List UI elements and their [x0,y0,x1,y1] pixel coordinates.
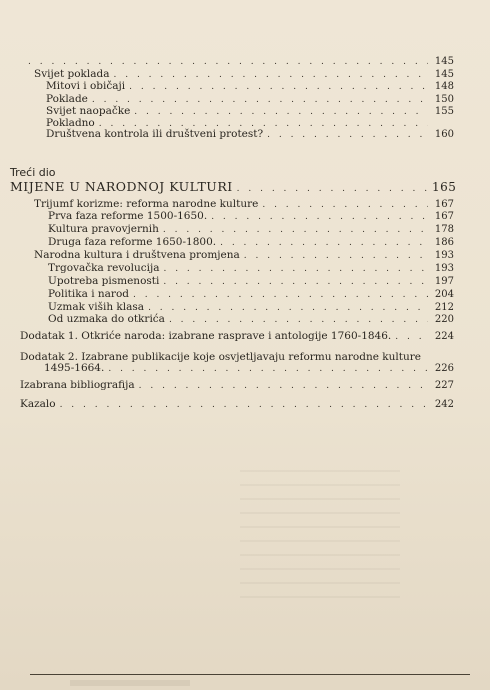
leader-dots [108,363,428,375]
leader-dots [267,129,428,141]
page-number: 167 [434,211,454,222]
leader-dots [237,183,428,195]
toc-line [46,80,454,93]
page-number: 160 [434,129,454,140]
toc-line [24,56,454,68]
toc-entry: Poklade [46,93,88,105]
toc-entry: Mitovi i običaji [46,80,126,92]
leader-dots [163,276,428,288]
page-number: 148 [434,81,454,92]
toc-entry: Pokladno [46,117,95,129]
toc-entry: Prva faza reforme 1500-1650. [48,210,208,222]
toc-entry: Društvena kontrola ili društveni protest? [46,128,264,140]
page-number: 193 [434,263,454,274]
leader-dots [220,237,428,249]
page-number: 197 [434,276,454,287]
leader-dots [169,314,428,326]
leader-dots [28,56,428,68]
leader-dots [244,250,428,262]
leader-dots [129,81,428,93]
page-number: 193 [434,250,454,261]
page-number: 226 [434,363,454,374]
footer-rule [30,674,470,675]
leader-dots [163,224,428,236]
toc-line [48,236,454,249]
toc-line [48,262,454,275]
toc-line-appendix-2-cont [44,362,454,375]
toc-entry: Kazalo [20,398,56,410]
page-number: 212 [434,302,454,313]
toc-entry: Druga faza reforme 1650-1800. [48,236,217,248]
leader-dots [395,331,428,343]
toc-entry: Trijumf korizme: reforma narodne kulture [34,198,259,210]
page-number: 145 [434,69,454,80]
toc-line [48,275,454,288]
toc-entry: Svijet poklada [34,68,110,80]
toc-entry: Od uzmaka do otkrića [48,313,165,325]
page-number: 178 [434,224,454,235]
toc-line [48,223,454,236]
page-number: 204 [434,289,454,300]
page-number: 227 [434,380,454,391]
toc-line [48,210,454,223]
footer-bleed [70,680,190,686]
toc-line-appendix-1 [20,330,454,343]
leader-dots [133,289,428,301]
page-number: 150 [434,94,454,105]
toc-line-bibliography [20,379,454,392]
toc-line-index [20,398,454,411]
page-number: 220 [434,314,454,325]
part-title-text: MIJENE U NARODNOJ KULTURI [10,179,233,194]
leader-dots [211,211,428,223]
page-number: 224 [434,331,454,342]
page-number: 242 [434,399,454,410]
toc-entry: Narodna kultura i društvena promjena [34,249,240,261]
page-number: 155 [434,106,454,117]
toc-entry: Dodatak 2. Izabrane publikacije koje osvjetljavaju reformu narodne kulture [20,351,421,363]
leader-dots [60,399,428,411]
page-number: 165 [432,180,457,194]
bleed-through-text [240,470,400,610]
toc-entry: Dodatak 1. Otkriće naroda: izabrane rasprave i antologije 1760-1846. [20,330,392,342]
toc-entry: Svijet naopačke [46,105,131,117]
toc-line [46,128,454,141]
toc-entry: Izabrana bibliografija [20,379,135,391]
toc-line [48,313,454,326]
part-label: Treći dio [10,166,56,179]
toc-entry: Politika i narod [48,288,129,300]
leader-dots [163,263,428,275]
part-title [10,179,457,195]
page-number: 145 [434,56,454,67]
page-number: 167 [434,199,454,210]
toc-line [48,288,454,301]
toc-entry: Kultura pravovjernih [48,223,159,235]
toc-entry: Uzmak viših klasa [48,301,145,313]
leader-dots [139,380,428,392]
toc-entry: 1495-1664. [44,362,105,374]
page-number: 186 [434,237,454,248]
toc-entry: Upotreba pismenosti [48,275,160,287]
toc-line [34,249,454,262]
toc-entry: Trgovačka revolucija [48,262,160,274]
